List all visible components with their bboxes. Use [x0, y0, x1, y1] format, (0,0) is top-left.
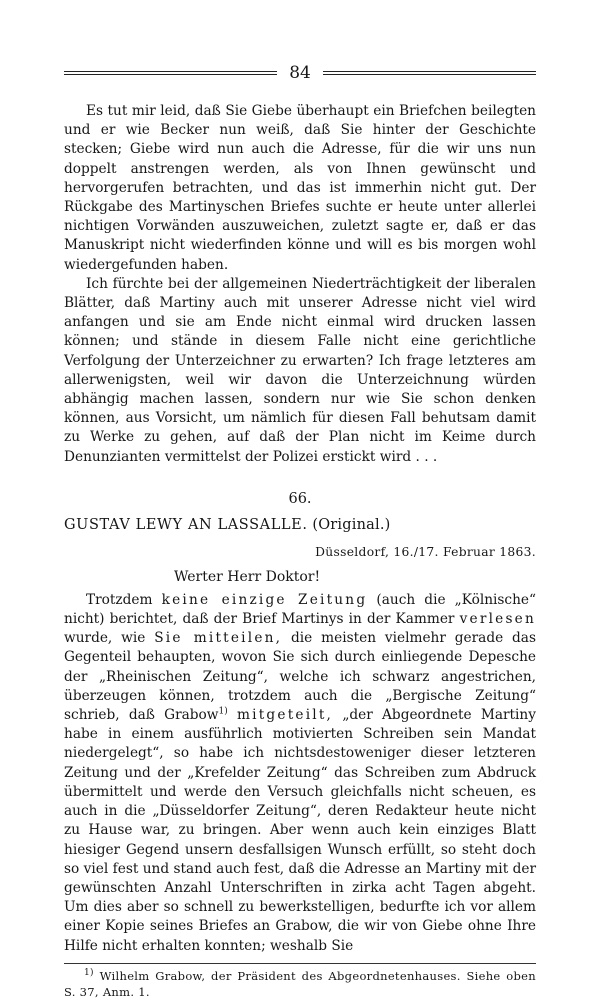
- paragraph: Es tut mir leid, daß Sie Giebe überhaupt ein Briefchen beilegten und er wie Becker nun weiß, daß Sie hinter der Geschichte stecken; Giebe wird nun auch die Adresse, für die wir uns nun doppelt anstrengen werden, als von Ihnen gewünscht und hervorgerufen betrachten, und das ist immerhin nicht gut. Der Rückgabe des Martinyschen Briefes suchte er heute unter allerlei nichtigen Vorwänden auszuweichen, zuletzt sagte er, daß er das Manuskript nicht wiederfinden könne und will es bis morgen wohl wiedergefunden haben.: [64, 103, 536, 273]
- footnote-text: Wilhelm Grabow, der Präsident des Abgeordnetenhauses. Siehe oben S. 37, Anm. 1.: [64, 968, 536, 999]
- running-head: [64, 62, 536, 84]
- letter-dateline: Düsseldorf, 16./17. Februar 1863.: [315, 544, 536, 559]
- emphasis-text: Sie mitteilen,: [154, 630, 283, 647]
- header-rule-left: [64, 71, 277, 75]
- body-text: „der Abgeordnete Martiny habe in einem ausführlich motivierten Schreiben sein Mandat niedergelegt“, so habe ich nichtsdestoweniger dieser letzteren Zeitung und der „Krefelder Zeitung“ das Schreiben zum Abdruck übermittelt und werde den Versuch gleichfalls nicht scheuen, es auch in die „Düsseldorfer Zeitung“, deren Redakteur heute nicht zu Hause war, zu bringen. Aber wenn auch kein einziges Blatt hiesiger Gegend unsern desfallsigen Wunsch erfüllt, so steht doch so viel fest und stand auch fest, daß die Adresse an Martiny mit der gewünschten Anzahl Unterschriften in zirka acht Tagen abgeht. Um dies aber so schnell zu bewerkstelligen, bedurfte ich vor allem einer Kopie seines Briefes an Grabow, die wir von Giebe ohne Ihre Hilfe nicht erhalten konnten; weshalb Sie: [64, 707, 536, 954]
- paragraph: Ich fürchte bei der allgemeinen Niederträchtigkeit der liberalen Blätter, daß Martiny auch mit unserer Adresse nicht viel wird anfangen und sie am Ende nicht einmal wird drucken lassen können; und stände in diesem Falle nicht eine gerichtliche Verfolgung der Unterzeichner zu erwarten? Ich frage letzteres am allerwenigsten, weil wir davon die Unterzeichnung würden abhängig machen lassen, sondern nur wie Sie schon denken können, aus Vorsicht, um nämlich für diesen Fall behutsam damit zu Werke zu gehen, auf daß der Plan nicht im Keime durch Denunzianten vermittelst der Polizei erstickt wird . . .: [64, 275, 536, 465]
- page-number: 84: [289, 62, 311, 83]
- body-text: die meisten vielmehr gerade das Gegenteil behaupten, wovon Sie sich durch einliegende Depesche der „Rheinischen Zeitung“, welche ich schwarz angestrichen, überzeugen können, trotzdem auch die „Bergische Zeitung“ schrieb, daß Grabow: [64, 630, 536, 724]
- emphasis-text: mitgeteilt,: [236, 707, 334, 724]
- footnote-marker: 1): [84, 967, 94, 978]
- header-rule-right: [323, 71, 536, 75]
- emphasis-text: keine einzige Zeitung: [161, 591, 368, 608]
- letter-body: [64, 591, 536, 956]
- footnote: [64, 968, 536, 1000]
- body-text: Trotzdem: [86, 591, 153, 608]
- letter-salutation: Werter Herr Doktor!: [174, 568, 321, 585]
- footnote-rule: [64, 963, 536, 964]
- book-page: [64, 62, 536, 1000]
- letter-number: 66.: [288, 490, 312, 507]
- letter-heading-note: (Original.): [312, 516, 391, 533]
- footnote-reference: 1): [218, 706, 228, 717]
- letter-heading-names: GUSTAV LEWY AN LASSALLE.: [64, 516, 308, 533]
- emphasis-text: verlesen: [459, 611, 537, 628]
- body-text: (auch die „Kölnische“ nicht) berichtet, daß der Brief Martinys in der Kammer: [64, 591, 537, 628]
- letter-heading: [64, 515, 536, 535]
- body-text: wurde, wie: [64, 630, 146, 647]
